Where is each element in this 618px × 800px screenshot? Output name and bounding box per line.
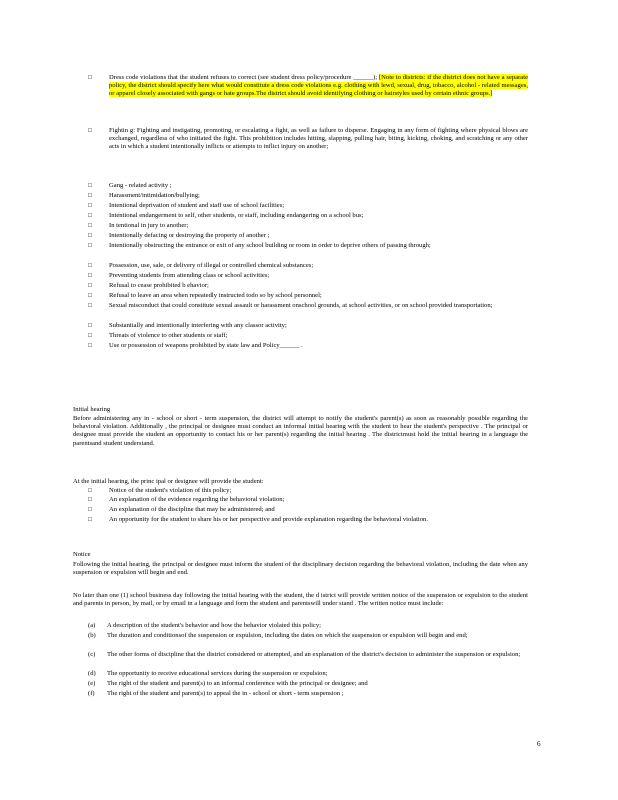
bullet-marker: □ [88, 182, 92, 189]
notice-item [88, 670, 528, 679]
violation-item [88, 272, 528, 281]
bullet-marker: □ [88, 302, 92, 309]
violation-item [88, 262, 528, 271]
hearing-item [88, 506, 528, 515]
notice-item-text: A description of the student's behavior and how the behavior violated this policy; [107, 622, 321, 629]
violation-text: In tentional in jury to another; [109, 222, 189, 229]
bullet-marker: □ [88, 232, 92, 239]
violation-text: Refusal to leave an area when repeatedly instructed todo so by school personnel; [109, 292, 322, 299]
bullet-marker: □ [88, 282, 92, 289]
violation-text: Use or possession of weapons prohibited by state law and Policy______ . [109, 342, 303, 349]
bullet-marker: □ [88, 487, 92, 494]
bullet-marker: □ [88, 212, 92, 219]
bullet-marker: □ [88, 74, 92, 81]
dress-code-note: [Note to districts: if the district does not have a separate policy, the district should specify here what would constitute a dress code violations e.g. clothing with lewd, sexual, drug, tobacco, alcohol - related messages, or apparel closely associated with gangs or hate groups.The district should avoid identifying clothing or hairstyles used by certain ethnic groups.] [109, 74, 528, 98]
notice-item-text: The right of the student and parent(s) to appeal the in - school or short - term suspension ; [107, 690, 344, 697]
violation-text: Refusal to cease prohibited b ehavior; [109, 282, 209, 289]
bullet-marker: □ [88, 496, 92, 503]
hearing-item [88, 516, 528, 534]
violation-text: Possession, use, sale, or delivery of illegal or controlled chemical substances; [109, 262, 314, 269]
hearing-item-text: An opportunity for the student to share his or her perspective and provide explanation regarding the behavioral violation. [109, 516, 428, 523]
written-notice-paragraph: No later than one (1) school business day following the initial hearing with the student, the d istrict will provide written notice of the suspension or expulsion to the student and parents in person, by mail, or by email in a language and form the student and parentswill under stand . The written notice must include: [73, 592, 528, 608]
notice-item-label: (f) [88, 690, 95, 697]
violation-item [88, 302, 528, 320]
violation-item [88, 127, 528, 181]
bullet-dress-code [88, 74, 528, 130]
hearing-item-text: An explanation of the discipline that may be administered; and [109, 506, 275, 513]
violation-item [88, 222, 528, 231]
initial-hearing-paragraph: Before administering any in - school or short - term suspension, the district will attempt to notify the student's parent(s) as soon as reasonably possible regarding the behavioral violation. Additionally , the principal or designee must conduct an informal initial hearing with the student to hear the student's perspective . The principal or designee must provide the student an opportunity to contact his or her parent(s) regarding the initial hearing . The districtmust hold the initial hearing in a language the parentsand student understand. [73, 415, 528, 447]
violation-item [88, 212, 528, 221]
bullet-marker: □ [88, 292, 92, 299]
hearing-item-text: An explanation of the evidence regarding the behavioral violation; [109, 496, 285, 503]
notice-item-text: The right of the student and parent(s) to an informal conference with the principal or designee; and [107, 680, 368, 687]
notice-item [88, 632, 528, 650]
notice-item [88, 622, 528, 631]
violation-text: Sexual misconduct that could constitute sexual assault or harassment onschool grounds, at school activities, or on school provided transportation; [109, 302, 493, 309]
bullet-marker: □ [88, 202, 92, 209]
bullet-marker: □ [88, 516, 92, 523]
notice-item-label: (c) [88, 651, 96, 658]
bullet-marker: □ [88, 272, 92, 279]
bullet-marker: □ [88, 342, 92, 349]
violation-item [88, 182, 528, 191]
notice-item-label: (d) [88, 670, 96, 677]
notice-item-text: The duration and conditionsof the suspension or expulsion, including the dates on which the suspension or expulsion will begin and end; [107, 632, 468, 639]
violation-text: Intentionally obstructing the entrance or exit of any school building or room in order to deprive others of passing through; [109, 242, 431, 249]
violation-item [88, 232, 528, 241]
bullet-marker: □ [88, 127, 92, 134]
violation-item [88, 192, 528, 201]
bullet-marker: □ [88, 322, 92, 329]
notice-item-label: (b) [88, 632, 96, 639]
notice-item [88, 690, 528, 699]
violation-item [88, 292, 528, 301]
hearing-item [88, 496, 528, 505]
notice-item [88, 680, 528, 689]
violation-item [88, 342, 528, 351]
violation-item [88, 242, 528, 260]
notice-paragraph: Following the initial hearing, the principal or designee must inform the student of the disciplinary decision regarding the behavioral violation, including the date when any suspension or expulsion will begin and end. [73, 561, 528, 577]
bullet-marker: □ [88, 222, 92, 229]
violation-text: Intentional deprivation of student and staff use of school facilities; [109, 202, 285, 209]
violation-text: Threats of violence to other students or staff; [109, 332, 228, 339]
notice-item-label: (a) [88, 622, 96, 629]
violation-text: Intentionally defacing or destroying the property of another ; [109, 232, 270, 239]
bullet-marker: □ [88, 192, 92, 199]
bullet-marker: □ [88, 262, 92, 269]
bullet-marker: □ [88, 242, 92, 249]
violation-text: Substantially and intentionally interfering with any classor activity; [109, 322, 287, 329]
violation-item [88, 202, 528, 211]
notice-item [88, 651, 528, 669]
violation-text: Intentional endangerment to self, other students, or staff, including endangering on a school bus; [109, 212, 364, 219]
notice-item-text: The other forms of discipline that the district considered or attempted, and an explanation of the district's decision to administer the suspension or expulsion; [107, 651, 521, 658]
notice-item-label: (e) [88, 680, 96, 687]
violation-text: Fightin g: Fighting and instigating, promoting, or escalating a fight, as well as failure to disperse. Engaging in any form of fighting where physical blows are exchanged, regardless of who initiated the fight. This prohibition includes hitting, slapping, pulling hair, biting, kicking, choking, and scratching or any other acts in which a student intentionally inflicts or attempts to inflict injury on another; [109, 127, 528, 151]
hearing-item-text: Notice of the student's violation of this policy; [109, 487, 232, 494]
page-number: 6 [537, 740, 541, 748]
at-hearing-intro: At the initial hearing, the princ ipal or designee will provide the student: [73, 478, 264, 485]
notice-item-text: The opportunity to receive educational services during the suspension or expulsion; [107, 670, 328, 677]
violation-item [88, 322, 528, 331]
hearing-item [88, 487, 528, 496]
violation-text: Gang - related activity ; [109, 182, 172, 189]
initial-hearing-heading: Initial hearing [73, 406, 111, 413]
dress-code-text: Dress code violations that the student refuses to correct (see student dress policy/procedure ______); [109, 74, 378, 81]
bullet-marker: □ [88, 506, 92, 513]
violation-item [88, 282, 528, 291]
violation-text: Preventing students from attending class or school activities; [109, 272, 270, 279]
bullet-marker: □ [88, 332, 92, 339]
violation-text: Harassment/intimidation/bullying; [109, 192, 200, 199]
notice-heading: Notice [73, 551, 91, 558]
violation-item [88, 332, 528, 341]
